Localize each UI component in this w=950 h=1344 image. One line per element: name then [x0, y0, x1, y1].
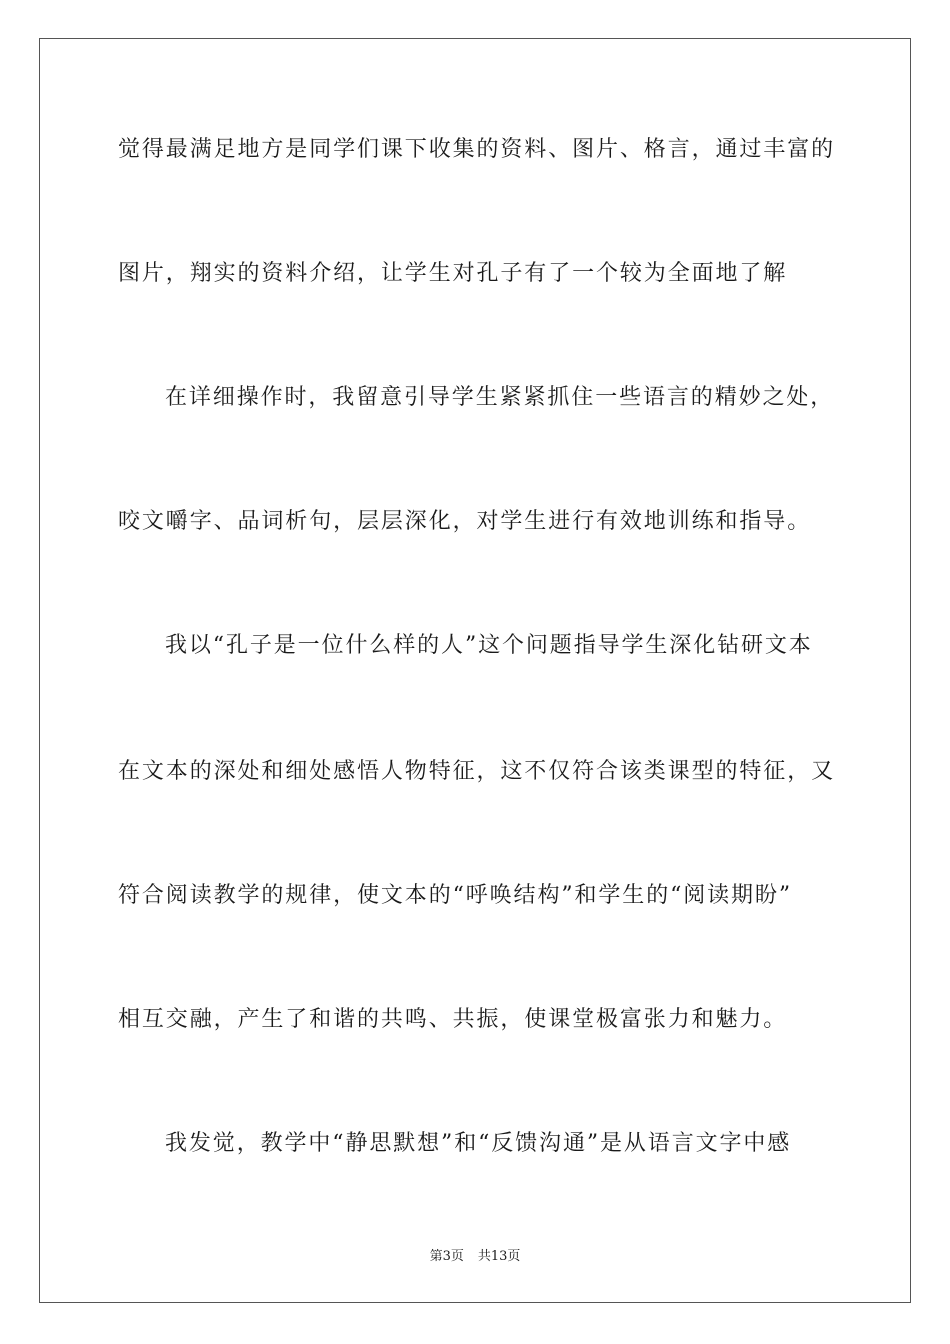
body-text-line: 觉得最满足地方是同学们课下收集的资料、图片、格言，通过丰富的	[118, 137, 836, 162]
body-text-line: 符合阅读教学的规律，使文本的“呼唤结构”和学生的“阅读期盼”	[118, 883, 792, 908]
body-text-line: 咬文嚼字、品词析句，层层深化，对学生进行有效地训练和指导。	[118, 509, 812, 534]
body-text-line: 相互交融，产生了和谐的共鸣、共振，使课堂极富张力和魅力。	[118, 1007, 788, 1032]
page-border	[39, 38, 911, 1303]
page-footer	[0, 1248, 950, 1266]
paragraph-first-line: 在详细操作时，我留意引导学生紧紧抓住一些语言的精妙之处，	[165, 385, 835, 410]
page-number: 第3页	[429, 1249, 464, 1264]
body-text-line: 图片，翔实的资料介绍，让学生对孔子有了一个较为全面地了解	[118, 261, 788, 286]
paragraph-first-line: 我以“孔子是一位什么样的人”这个问题指导学生深化钻研文本	[165, 633, 813, 658]
body-text-line: 在文本的深处和细处感悟人物特征，这不仅符合该类课型的特征，又	[118, 759, 836, 784]
page-total: 共13页	[477, 1249, 521, 1264]
paragraph-first-line: 我发觉，教学中“静思默想”和“反馈沟通”是从语言文字中感	[165, 1131, 792, 1156]
